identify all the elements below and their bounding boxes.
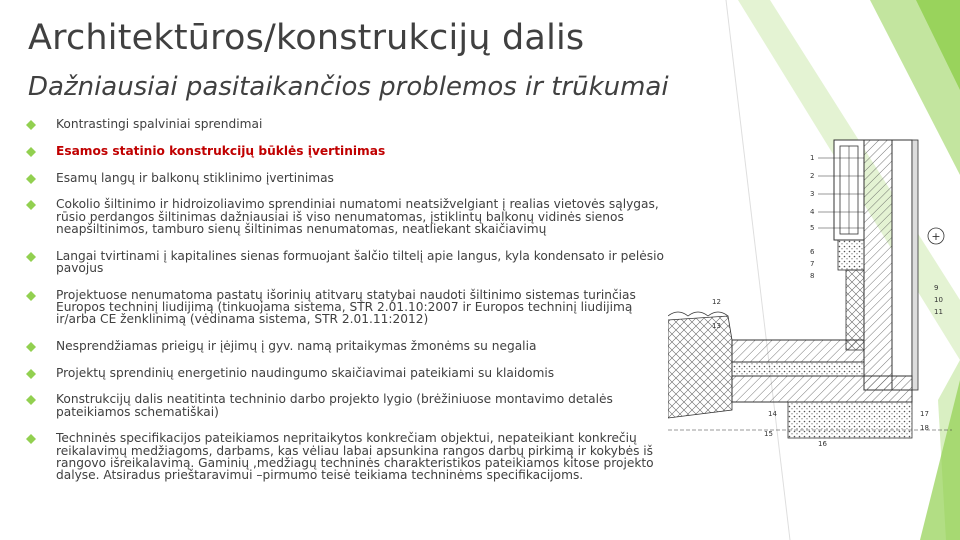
- diamond-bullet-icon: [26, 342, 36, 352]
- slide-title: Architektūros/konstrukcijų dalis: [28, 18, 585, 58]
- bullet-item: [26, 432, 666, 481]
- bullet-text: Projektuose nenumatoma pastatų išorinių atitvarų statybai naudoti šiltinimo sistemas turinčias Europos techninį liudijimą (tinkuojama sistema, STR 2.01.10:2007 ir Europos techninį liudijimą ir/arba CE ženklinimą (vėdinama sistema, STR 2.01.11:2012): [56, 287, 636, 326]
- bullet-item: [26, 118, 666, 130]
- bullet-text: Konstrukcijų dalis neatitinta techninio darbo projekto lygio (brėžiniuose montavimo detalės pateikiamos schematiškai): [56, 392, 613, 419]
- drawing-label: 5: [810, 224, 815, 232]
- bullet-item: [26, 393, 666, 417]
- drawing-label: 8: [810, 272, 815, 280]
- drawing-label: 17: [920, 410, 929, 418]
- bullet-text: Techninės specifikacijos pateikiamos nepritaikytos konkrečiam objektui, nepateikiant konkrečių reikalavimų medžiagoms, darbams, kas vėliau labai apsunkina rangos darbų pirkimą ir kokybės iš rangovo išreikalavimą. Gaminių ,medžiagų techninės charakteristikos pateikiamos kitose projekto dalyse. Atsiradus prieštaravimui –pirmumo teisė teikiama techninėms specifikacijoms.: [56, 431, 654, 482]
- diamond-bullet-icon: [26, 395, 36, 405]
- construction-detail-drawing: [668, 130, 952, 450]
- floor-slab: [732, 340, 864, 376]
- bullet-text: Kontrastingi spalviniai sprendimai: [56, 117, 263, 131]
- bullet-item: [26, 172, 666, 184]
- drawing-label: 16: [818, 440, 827, 448]
- diamond-bullet-icon: [26, 369, 36, 379]
- diamond-bullet-icon: [26, 120, 36, 130]
- drawing-label: 6: [810, 248, 815, 256]
- diamond-bullet-icon: [26, 252, 36, 262]
- bullet-text: Cokolio šiltinimo ir hidroizoliavimo sprendiniai numatomi neatsižvelgiant į realias vietovės sąlygas, rūsio perdangos šiltinimas dažniausiai iš viso nenumatomas, įstiklintų balkonų vidinės sienos neapšiltinimos, tamburo sienų šiltinimas nenumatomas, neatliekant skaičiavimų: [56, 197, 659, 236]
- diamond-bullet-icon: [26, 174, 36, 184]
- drawing-label: 13: [712, 322, 721, 330]
- diamond-bullet-icon: [26, 147, 36, 157]
- drawing-label: 2: [810, 172, 815, 180]
- svg-text:+: +: [931, 230, 941, 243]
- drawing-label: 18: [920, 424, 929, 432]
- bullet-item-highlighted: [26, 145, 666, 157]
- drawing-label: 15: [764, 430, 773, 438]
- bullet-text: Nesprendžiamas prieigų ir įėjimų į gyv. namą pritaikymas žmonėms su negalia: [56, 338, 537, 353]
- drawing-label: 9: [934, 284, 939, 292]
- drawing-label: 1: [810, 154, 815, 162]
- drawing-label: 12: [712, 298, 721, 306]
- bullet-item: [26, 250, 666, 274]
- drawing-label: 10: [934, 296, 943, 304]
- bullet-text: Projektų sprendinių energetinio naudingumo skaičiavimai pateikiami su klaidomis: [56, 365, 555, 380]
- drawing-label: 11: [934, 308, 943, 316]
- drawing-label: 4: [810, 208, 815, 216]
- diamond-bullet-icon: [26, 434, 36, 444]
- bullet-list: [26, 118, 666, 496]
- bullet-text: Langai tvirtinami į kapitalines sienas formuojant šalčio tiltelį apie langus, kyla kondensato ir pelėsio pavojus: [56, 248, 664, 275]
- bullet-text: Esamos statinio konstrukcijų būklės įvertinimas: [56, 143, 386, 158]
- drawing-label: 7: [810, 260, 815, 268]
- bullet-item: [26, 198, 666, 235]
- diamond-bullet-icon: [26, 291, 36, 301]
- bullet-text: Esamų langų ir balkonų stiklinimo įvertinimas: [56, 170, 334, 185]
- bullet-item: [26, 289, 666, 326]
- drawing-label: 3: [810, 190, 815, 198]
- diamond-bullet-icon: [26, 200, 36, 210]
- slide-subtitle: Dažniausiai pasitaikančios problemos ir trūkumai: [28, 72, 669, 102]
- plus-circle-icon: [928, 228, 944, 244]
- drawing-label: 14: [768, 410, 777, 418]
- bullet-item: [26, 367, 666, 379]
- bullet-item: [26, 340, 666, 352]
